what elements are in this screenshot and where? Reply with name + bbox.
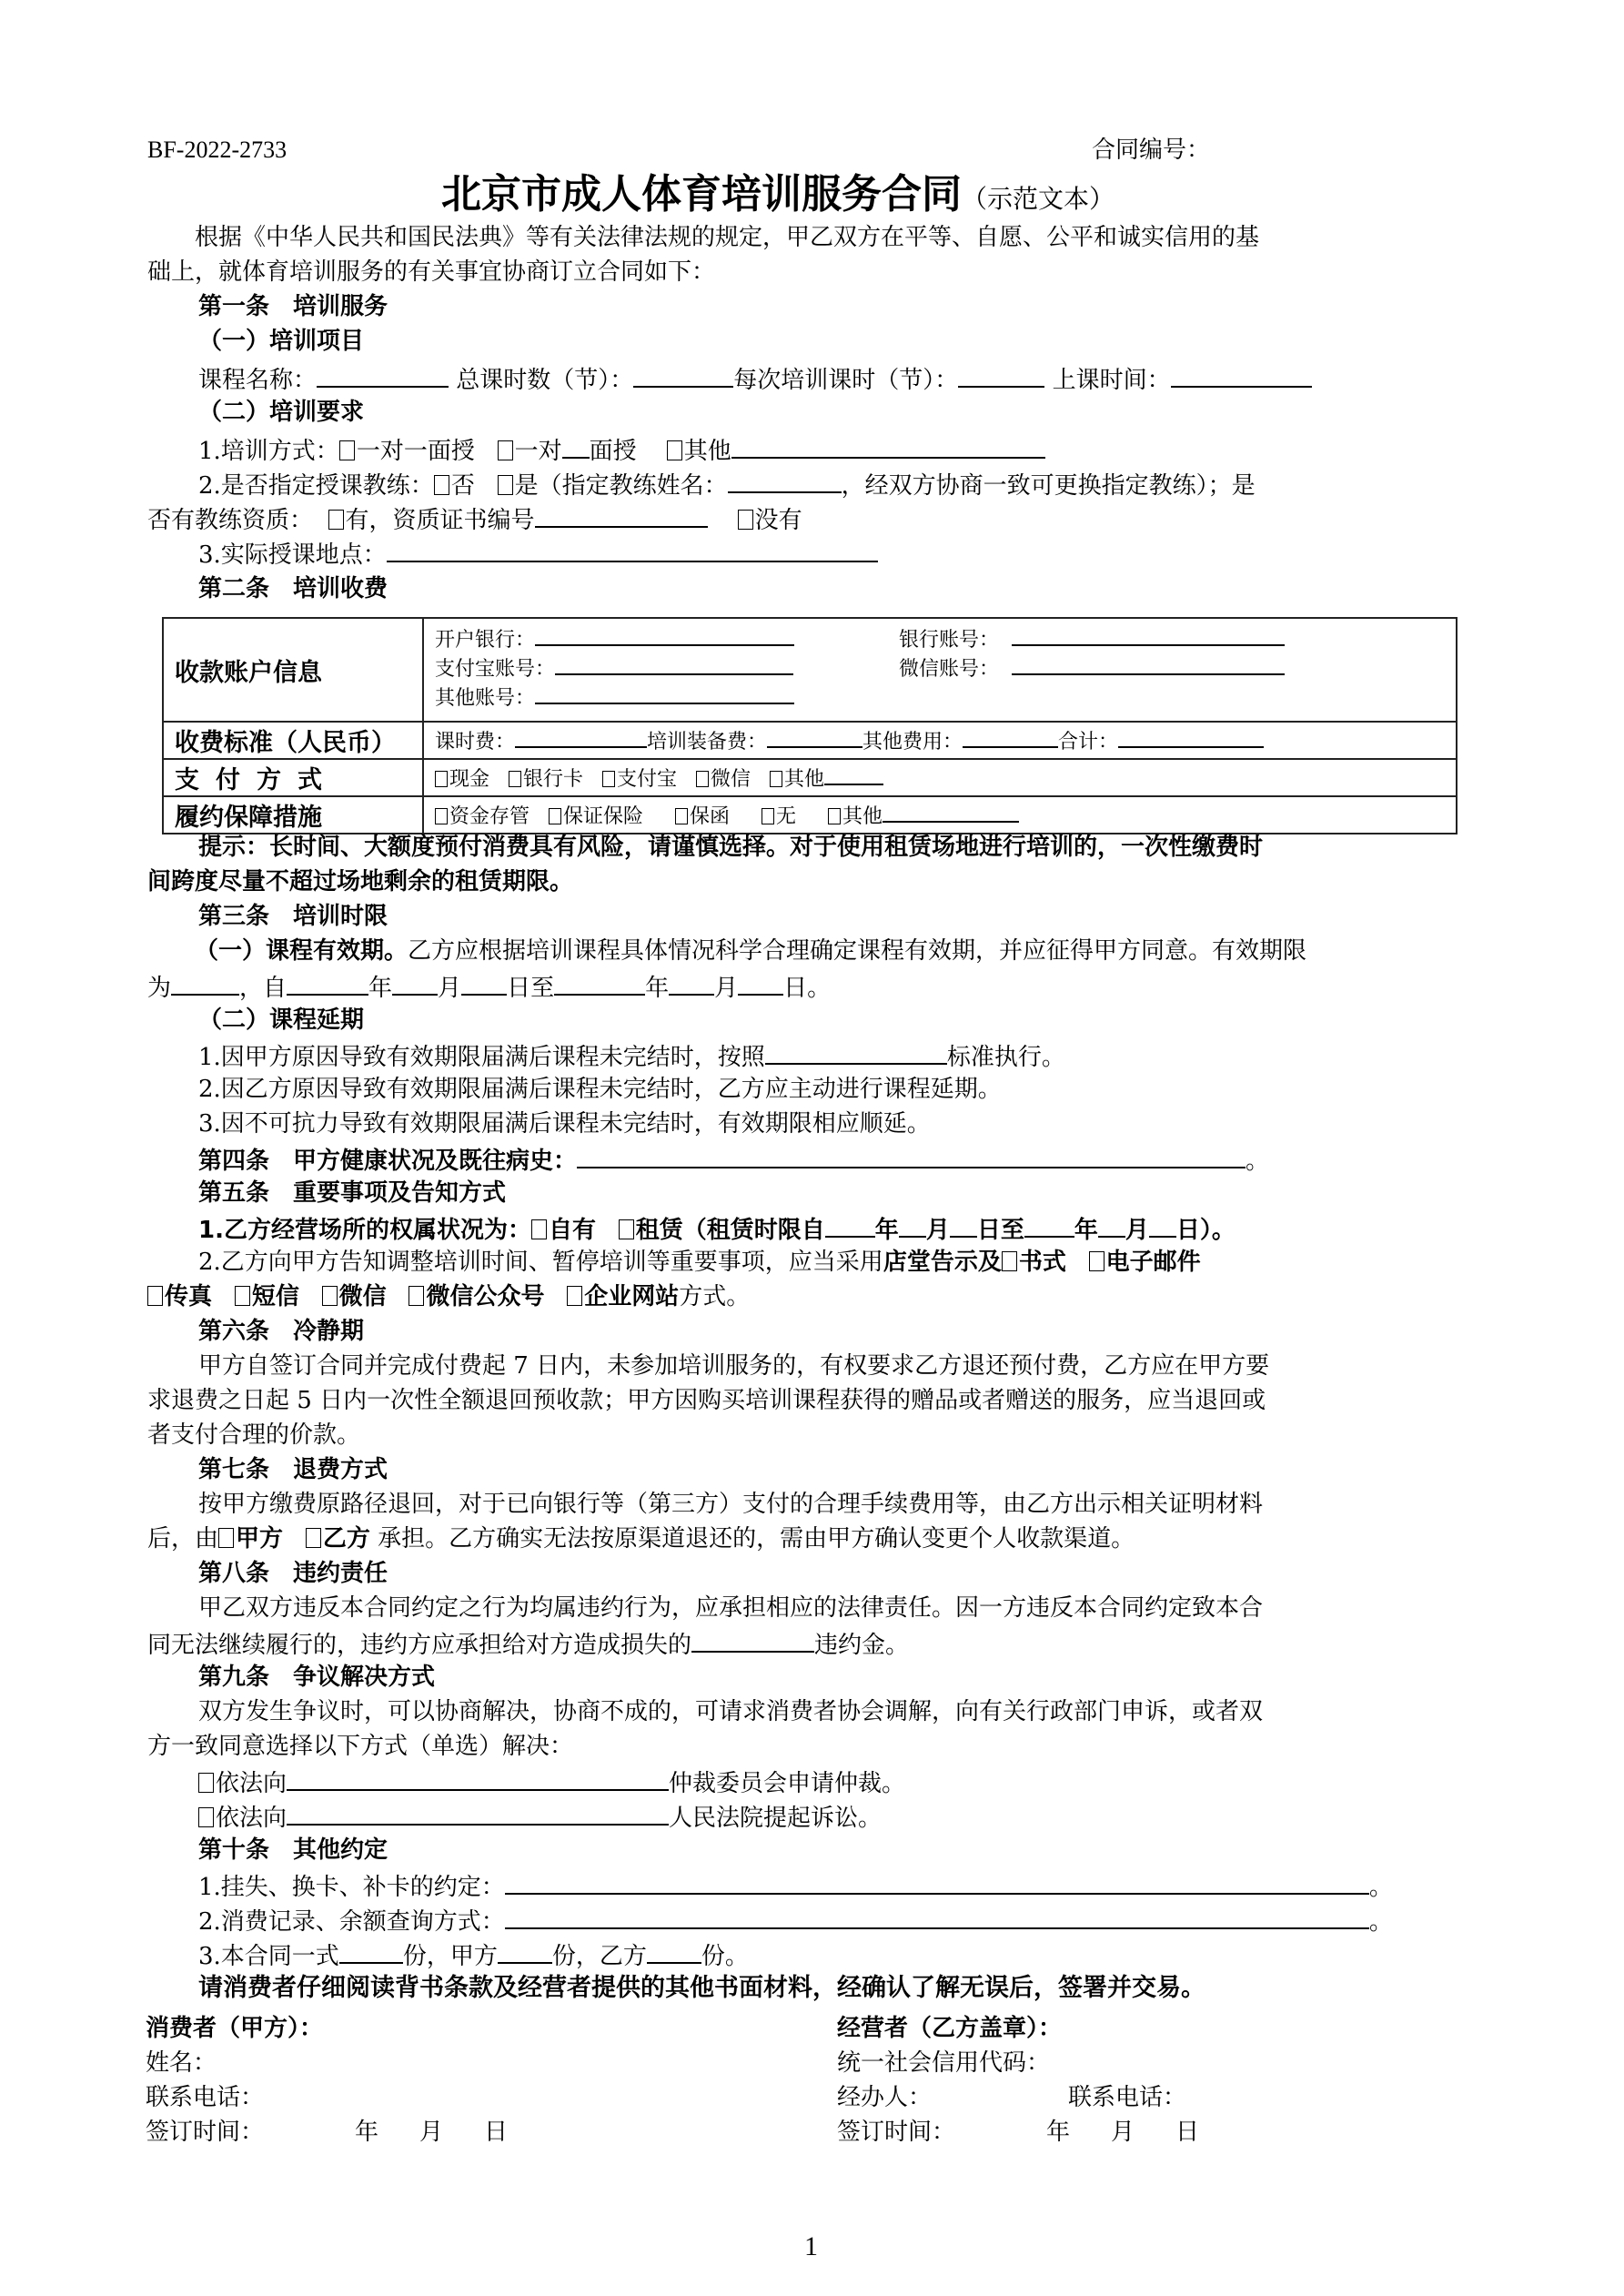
- table-row: [163, 796, 1457, 834]
- text: 依法向: [216, 1770, 287, 1797]
- checkbox[interactable]: [1089, 1251, 1105, 1271]
- cert-number-field[interactable]: [535, 502, 708, 528]
- notice-option: 企业网站: [584, 1283, 680, 1310]
- art2-heading: 第二条 培训收费: [198, 575, 388, 602]
- operator-contact-row: [837, 2082, 1186, 2113]
- text: 联系电话：: [1068, 2084, 1187, 2111]
- text: 签订时间：: [837, 2119, 956, 2146]
- checkbox[interactable]: [509, 771, 521, 787]
- art9-line-1: 双方发生争议时，可以协商解决，协商不成的，可请求消费者协会调解，向有关行政部门申诉，或者双: [198, 1698, 1264, 1725]
- text: 日至: [976, 1217, 1024, 1244]
- notice-option: 电子邮件: [1105, 1249, 1201, 1276]
- per-session-label: 每次培训课时（节）：: [733, 367, 959, 394]
- alipay-label: 支付宝账号：: [435, 658, 556, 681]
- page-number: 1: [804, 2231, 818, 2261]
- text: 方式。: [679, 1283, 751, 1310]
- lease-start-day[interactable]: [950, 1212, 977, 1238]
- text: 年: [355, 2119, 379, 2146]
- text: 。: [1246, 1148, 1270, 1175]
- text: 月: [419, 2119, 444, 2146]
- text: 月: [438, 975, 462, 1002]
- fee-hour-label: 课时费：: [435, 731, 516, 754]
- art8-heading: 第八条 违约责任: [198, 1560, 388, 1587]
- art1-heading: 第一条 培训服务: [198, 293, 388, 320]
- start-day-field[interactable]: [461, 970, 507, 996]
- checkbox[interactable]: [498, 440, 513, 460]
- fee-hour-field[interactable]: [515, 728, 647, 748]
- copies-field[interactable]: [339, 1938, 403, 1964]
- delay-item-3: 3.因不可抗力导致有效期限届满后课程未完结时，有效期限相应顺延。: [198, 1110, 931, 1138]
- art1-course-row: [198, 362, 1312, 396]
- title-sub: （示范文本）: [962, 184, 1115, 214]
- location-label: 3.实际授课地点：: [198, 541, 387, 569]
- text: 年: [1074, 1217, 1098, 1244]
- table-row: [163, 722, 1457, 759]
- table-row: [163, 618, 1457, 722]
- checkbox[interactable]: [322, 1286, 338, 1306]
- fee-equip-field[interactable]: [767, 728, 862, 748]
- alipay-field[interactable]: [555, 655, 793, 675]
- text: 年: [368, 975, 393, 1002]
- premises-own: 自有: [548, 1217, 596, 1244]
- pay-option: 其他: [784, 768, 825, 791]
- court-field[interactable]: [287, 1800, 669, 1826]
- notice-option: 书式: [1018, 1249, 1066, 1276]
- art10-item-1: [198, 1869, 1393, 1903]
- operator-title: 经营者（乙方盖章）：: [837, 2015, 1063, 2042]
- coach-yes-tail: ，经双方协商一致可更换指定教练）；是: [841, 472, 1256, 500]
- text: 年: [874, 1217, 899, 1244]
- text: 年: [1046, 2119, 1071, 2146]
- balance-query-field[interactable]: [505, 1904, 1369, 1929]
- checkbox[interactable]: [409, 1286, 424, 1306]
- text: 依法向: [216, 1805, 287, 1832]
- guarantee-option: 保证保险: [563, 805, 644, 828]
- art8-line-2: [147, 1627, 909, 1661]
- art1-sub1: （一）培训项目: [198, 328, 365, 355]
- litigation-option: [198, 1800, 882, 1834]
- payment-method-label: 支付方式: [163, 759, 423, 796]
- checkbox[interactable]: [549, 808, 561, 824]
- premises-row: [198, 1212, 1236, 1246]
- art9-heading: 第九条 争议解决方式: [198, 1664, 436, 1691]
- art10-item-2: [198, 1904, 1393, 1937]
- arbitration-option: [198, 1765, 905, 1799]
- pay-option: 支付宝: [617, 768, 678, 791]
- checkbox[interactable]: [435, 808, 448, 824]
- lease-end-day[interactable]: [1149, 1212, 1176, 1238]
- coach-no: 否: [450, 472, 475, 500]
- checkbox[interactable]: [198, 1807, 214, 1827]
- health-history-field[interactable]: [577, 1143, 1246, 1168]
- lease-start-year[interactable]: [825, 1212, 875, 1238]
- consumer-title: 消费者（甲方）：: [146, 2015, 324, 2042]
- text: 份。: [701, 1943, 749, 1970]
- training-mode-row: [198, 433, 1045, 467]
- text: 日: [1175, 2119, 1200, 2146]
- wechat-label: 微信账号：: [899, 658, 1000, 681]
- art4-row: [198, 1143, 1269, 1177]
- art6-heading: 第六条 冷静期: [198, 1318, 365, 1345]
- checkbox[interactable]: [498, 475, 513, 495]
- text: 月: [1111, 2119, 1135, 2146]
- checkbox[interactable]: [306, 1528, 321, 1548]
- start-year-field[interactable]: [287, 970, 368, 996]
- checkbox[interactable]: [762, 808, 774, 824]
- checkbox[interactable]: [1002, 1251, 1017, 1271]
- document-id: BF-2022-2733: [147, 137, 287, 163]
- class-time-label: 上课时间：: [1052, 367, 1171, 394]
- refund-option: 甲方: [236, 1525, 284, 1553]
- art7-heading: 第七条 退费方式: [198, 1456, 388, 1483]
- location-row: [198, 537, 878, 571]
- art3-sub2: （二）课程延期: [198, 1006, 365, 1034]
- text: 月: [714, 975, 739, 1002]
- premises-lease: 租赁（租赁时限自: [635, 1217, 825, 1244]
- refund-option: 乙方: [322, 1525, 370, 1553]
- coach-yes: 是（指定教练姓名：: [514, 472, 728, 500]
- delay-item-2: 2.因乙方原因导致有效期限届满后课程未完结时，乙方应主动进行课程延期。: [198, 1076, 1002, 1103]
- pay-option: 现金: [449, 768, 490, 791]
- notice-method-row: [198, 1247, 1201, 1278]
- consumer-notice: 请消费者仔细阅读背书条款及经营者提供的其他书面材料，经确认了解无误后，签署并交易。: [198, 1974, 1205, 2002]
- penalty-field[interactable]: [691, 1627, 814, 1653]
- art7-line-2: [147, 1523, 1135, 1554]
- fee-total-label: 合计：: [1058, 731, 1119, 754]
- start-month-field[interactable]: [392, 970, 438, 996]
- page-title: [441, 169, 1115, 225]
- guarantee-option: 无: [775, 805, 796, 828]
- text: 同无法继续履行的，违约方应承担给对方造成损失的: [147, 1632, 692, 1659]
- tip-label: 提示：: [198, 834, 270, 861]
- title-main: 北京市成人体育培训服务合同: [441, 171, 962, 217]
- checkbox[interactable]: [567, 1286, 582, 1306]
- end-year-field[interactable]: [554, 970, 645, 996]
- fee-total-field[interactable]: [1118, 728, 1264, 748]
- text: 份，甲方: [402, 1943, 498, 1970]
- coach-name-field[interactable]: [728, 468, 842, 493]
- checkbox[interactable]: [339, 440, 355, 460]
- total-hours-field[interactable]: [633, 362, 733, 388]
- operator-date-row: [837, 2117, 1199, 2148]
- checkbox[interactable]: [218, 1528, 234, 1548]
- checkbox[interactable]: [198, 1773, 214, 1793]
- checkbox[interactable]: [435, 771, 448, 787]
- account-info-cell: [423, 618, 1457, 722]
- mode-option-1: 一对一面授: [356, 438, 475, 465]
- lease-start-month[interactable]: [899, 1212, 926, 1238]
- premises-label: 1.乙方经营场所的权属状况为：: [198, 1217, 531, 1244]
- guarantee-option: 保函: [689, 805, 730, 828]
- tip-text: 长时间、大额度预付消费具有风险，请谨慎选择。对于使用租赁场地进行培训的，一次性缴费时: [269, 834, 1264, 861]
- text: 。: [1368, 1908, 1393, 1936]
- total-hours-label: 总课时数（节）：: [456, 367, 634, 394]
- text: 签订时间：: [146, 2119, 265, 2146]
- per-session-field[interactable]: [958, 362, 1044, 388]
- art3-p1: [195, 936, 1306, 966]
- location-field[interactable]: [387, 537, 878, 562]
- text: 年: [645, 975, 670, 1002]
- art10-heading: 第十条 其他约定: [198, 1836, 388, 1864]
- mode-other-field[interactable]: [731, 433, 1045, 459]
- checkbox[interactable]: [696, 771, 709, 787]
- fee-standard-label: 收费标准（人民币）: [163, 722, 423, 759]
- tip-line-1: [198, 832, 1263, 863]
- art3-heading: 第三条 培训时限: [198, 903, 388, 930]
- text: 日至: [507, 975, 555, 1002]
- mode-label: 1.培训方式：: [198, 438, 339, 465]
- consumer-name-label: 姓名：: [146, 2049, 217, 2077]
- text: 份，乙方: [551, 1943, 647, 1970]
- course-name-field[interactable]: [317, 362, 449, 388]
- fee-standard-cell: [423, 722, 1457, 759]
- art7-line-1: 按甲方缴费原路径退回，对于已向银行等（第三方）支付的合理手续费用等，由乙方出示相关证明材料: [198, 1491, 1264, 1518]
- art9-line-2: 方一致同意选择以下方式（单选）解决：: [147, 1733, 574, 1760]
- mode-option-2a: 一对: [514, 438, 562, 465]
- guarantee-option: 其他: [842, 805, 883, 828]
- bank-account-field[interactable]: [1012, 626, 1285, 646]
- text: 人民法院提起诉讼。: [669, 1805, 883, 1832]
- checkbox[interactable]: [738, 510, 753, 530]
- end-month-field[interactable]: [669, 970, 714, 996]
- checkbox[interactable]: [147, 1286, 163, 1306]
- notice-option: 微信公众号: [426, 1283, 545, 1310]
- text: 标准执行。: [946, 1044, 1065, 1071]
- qual-no: 没有: [754, 507, 802, 534]
- guarantee-cell: [423, 796, 1457, 834]
- checkbox[interactable]: [434, 475, 449, 495]
- qual-label: 否有教练资质：: [147, 507, 314, 534]
- qualification-row: [147, 502, 802, 536]
- consumer-phone-label: 联系电话：: [146, 2084, 265, 2111]
- preamble-line-2: 础上，就体育培训服务的有关事宜协商订立合同如下：: [147, 258, 716, 286]
- checkbox[interactable]: [667, 440, 682, 460]
- text: 店堂告示及: [883, 1249, 1002, 1276]
- class-time-field[interactable]: [1171, 362, 1312, 388]
- course-name-label: 课程名称：: [198, 367, 318, 394]
- validity-text: 乙方应根据培训课程具体情况科学合理确定课程有效期，并应征得甲方同意。有效期限: [408, 937, 1307, 965]
- text: 日）。: [1175, 1217, 1236, 1244]
- other-account-field[interactable]: [535, 684, 794, 704]
- coach-row: [198, 468, 1256, 501]
- checkbox[interactable]: [770, 771, 782, 787]
- other-account-label: 其他账号：: [435, 687, 536, 710]
- text: 1.因甲方原因导致有效期限届满后课程未完结时，按照: [198, 1044, 765, 1071]
- operator-code-label: 统一社会信用代码：: [837, 2049, 1051, 2077]
- checkbox[interactable]: [619, 1219, 634, 1239]
- art5-heading: 第五条 重要事项及告知方式: [198, 1179, 507, 1207]
- text: 仲裁委员会申请仲裁。: [669, 1770, 906, 1797]
- checkbox[interactable]: [328, 510, 344, 530]
- card-loss-field[interactable]: [505, 1869, 1369, 1895]
- delay-item-1: [198, 1039, 1065, 1073]
- bank-account-label: 银行账号：: [899, 629, 1000, 652]
- tip-line-2: 间跨度尽量不超过场地剩余的租赁期限。: [147, 868, 574, 895]
- art8-line-1: 甲乙双方违反本合同约定之行为均属违约行为，应承担相应的法律责任。因一方违反本合同约定致本合: [198, 1594, 1264, 1622]
- preamble-line-1: 根据《中华人民共和国民法典》等有关法律法规的规定，甲乙双方在平等、自愿、公平和诚实信用的基: [195, 224, 1260, 251]
- text: 。: [1368, 1874, 1393, 1901]
- text: 后，由: [147, 1525, 219, 1553]
- notice-method-row-2: [147, 1281, 750, 1312]
- payment-method-cell: [423, 759, 1457, 796]
- checkbox[interactable]: [531, 1219, 547, 1239]
- mode-option-2b: 面授: [589, 438, 637, 465]
- checkbox[interactable]: [675, 808, 688, 824]
- checkbox[interactable]: [235, 1286, 250, 1306]
- notice-option: 传真: [165, 1283, 213, 1310]
- text: 1.挂失、换卡、补卡的约定：: [198, 1874, 505, 1901]
- fee-equip-label: 培训装备费：: [647, 731, 768, 754]
- pay-other-field[interactable]: [824, 765, 883, 785]
- text: 为: [147, 975, 172, 1002]
- guarantee-label: 履约保障措施: [163, 796, 423, 834]
- standard-field[interactable]: [765, 1039, 947, 1065]
- notice-option: 微信: [338, 1283, 387, 1310]
- consumer-date-row: [146, 2117, 508, 2148]
- text: 月: [1125, 1217, 1149, 1244]
- text: 经办人：: [837, 2084, 933, 2111]
- party-a-copies-field[interactable]: [498, 1938, 552, 1964]
- period-field[interactable]: [171, 970, 239, 996]
- wechat-field[interactable]: [1012, 655, 1285, 675]
- mode-option-3: 其他: [683, 438, 731, 465]
- art4-heading: 第四条 甲方健康状况及既往病史：: [198, 1148, 578, 1175]
- art6-line-3: 者支付合理的价款。: [147, 1421, 361, 1449]
- party-b-copies-field[interactable]: [647, 1938, 701, 1964]
- lease-end-month[interactable]: [1098, 1212, 1125, 1238]
- fee-other-label: 其他费用：: [862, 731, 963, 754]
- end-day-field[interactable]: [738, 970, 783, 996]
- art10-item-3: [198, 1938, 749, 1972]
- checkbox[interactable]: [602, 771, 615, 787]
- art6-line-2: 求退费之日起 5 日内一次性全额退回预收款；甲方因购买培训课程获得的赠品或者赠送的服务，应当退回或: [147, 1387, 1266, 1414]
- text: 日。: [783, 975, 832, 1002]
- pay-option: 微信: [711, 768, 751, 791]
- text: 日: [484, 2119, 509, 2146]
- contract-number-label: 合同编号：: [1092, 137, 1211, 164]
- art6-line-1: 甲方自签订合同并完成付费起 7 日内，未参加培训服务的，有权要求乙方退还预付费，乙方应在甲方要: [198, 1352, 1270, 1380]
- text: 2.消费记录、余额查询方式：: [198, 1908, 505, 1936]
- lease-end-year[interactable]: [1024, 1212, 1074, 1238]
- text: 2.乙方向甲方告知调整培训时间、暂停培训等重要事项，应当采用: [198, 1249, 883, 1276]
- arbitration-field[interactable]: [287, 1765, 669, 1791]
- notice-option: 短信: [251, 1283, 299, 1310]
- checkbox[interactable]: [828, 808, 841, 824]
- fee-other-field[interactable]: [963, 728, 1058, 748]
- text: 3.本合同一式: [198, 1943, 339, 1970]
- text: 承担。乙方确实无法按原渠道退还的，需由甲方确认变更个人收款渠道。: [378, 1525, 1135, 1553]
- bank-label: 开户银行：: [435, 629, 536, 652]
- validity-heading: （一）课程有效期。: [195, 937, 409, 965]
- validity-period-row: [147, 970, 831, 1004]
- qual-yes: 有，资质证书编号: [345, 507, 535, 534]
- pay-option: 银行卡: [523, 768, 584, 791]
- text: 月: [925, 1217, 950, 1244]
- coach-label: 2.是否指定授课教练：: [198, 472, 434, 500]
- table-row: [163, 759, 1457, 796]
- art1-sub2: （二）培训要求: [198, 399, 365, 426]
- mode-number-field[interactable]: [562, 433, 590, 459]
- fee-table: [162, 617, 1458, 834]
- text: ，自: [239, 975, 287, 1002]
- guarantee-other-field[interactable]: [883, 803, 1019, 823]
- bank-field[interactable]: [535, 626, 794, 646]
- account-info-label: 收款账户信息: [163, 618, 423, 722]
- guarantee-option: 资金存管: [449, 805, 530, 828]
- text: 违约金。: [814, 1632, 910, 1659]
